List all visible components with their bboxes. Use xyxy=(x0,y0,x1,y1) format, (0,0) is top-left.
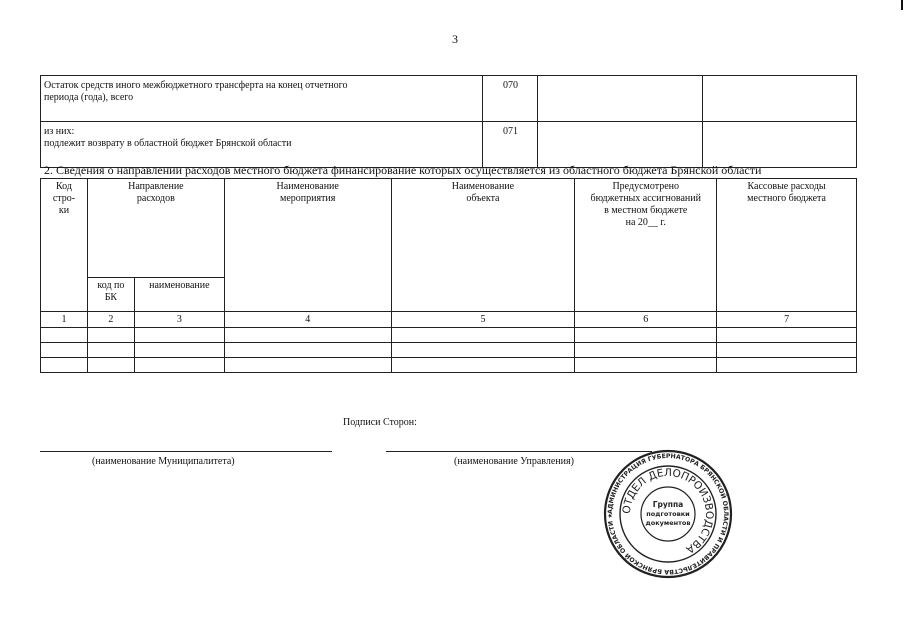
table-cell xyxy=(87,343,134,358)
header-line: в местном бюджете xyxy=(604,205,688,216)
value-cell xyxy=(538,76,703,122)
column-number: 1 xyxy=(41,312,88,328)
table-cell xyxy=(224,328,391,343)
signature-caption-right: (наименование Управления) xyxy=(454,456,574,467)
header-line: мероприятия xyxy=(279,193,336,204)
table-row xyxy=(41,343,857,358)
header-event-name xyxy=(224,179,391,312)
row-code: 071 xyxy=(483,122,538,168)
value-cell xyxy=(703,76,857,122)
header-line: на 20__ г. xyxy=(625,217,666,228)
table-cell xyxy=(391,328,575,343)
table-cell xyxy=(134,358,224,373)
expenses-table xyxy=(40,178,857,373)
column-number: 7 xyxy=(717,312,857,328)
signature-caption-left: (наименование Муниципалитета) xyxy=(92,456,235,467)
table-cell xyxy=(575,328,717,343)
header-line: Предусмотрено xyxy=(612,181,679,192)
header-direction-name: наименование xyxy=(134,278,224,312)
stamp-outer-textpath: АДМИНИСТРАЦИЯ ГУБЕРНАТОРА БРЯНСКОЙ ОБЛАСТИ И ПРАВИТЕЛЬСТВА БРЯНСКОЙ ОБЛАСТИ ★ xyxy=(606,452,730,576)
header-direction-code xyxy=(87,278,134,312)
table-row xyxy=(41,76,857,122)
description-line: Остаток средств иного межбюджетного трансферта на конец отчетного xyxy=(44,80,348,91)
header-line: БК xyxy=(104,292,118,303)
header-line: объекта xyxy=(466,193,500,204)
header-row xyxy=(41,179,857,278)
edge-mark xyxy=(901,0,903,10)
table-cell xyxy=(575,358,717,373)
row-description xyxy=(41,122,483,168)
section-heading: 2. Сведения о направлении расходов местного бюджета финансирование которых осуществляется из областного бюджета Брянской области xyxy=(44,163,762,177)
value-cell xyxy=(703,122,857,168)
column-number: 3 xyxy=(134,312,224,328)
header-line: ки xyxy=(58,205,70,216)
header-line: стро- xyxy=(52,193,76,204)
column-number: 4 xyxy=(224,312,391,328)
stamp-center-line: документов xyxy=(645,519,691,527)
header-line: Наименование xyxy=(276,181,339,192)
row-description xyxy=(41,76,483,122)
header-line: расходов xyxy=(136,193,175,204)
table-cell xyxy=(41,343,88,358)
balance-table xyxy=(40,75,857,168)
header-planned xyxy=(575,179,717,312)
description-line: из них: xyxy=(44,126,75,137)
signature-line-left xyxy=(40,451,332,452)
header-line: код по xyxy=(97,280,125,291)
header-line: бюджетных ассигнований xyxy=(590,193,701,204)
table-row xyxy=(41,358,857,373)
table-cell xyxy=(717,328,857,343)
table-cell xyxy=(224,343,391,358)
header-direction xyxy=(87,179,224,278)
column-number: 5 xyxy=(391,312,575,328)
table-cell xyxy=(41,358,88,373)
table-row xyxy=(41,328,857,343)
table-cell xyxy=(391,358,575,373)
stamp-center-line: Группа xyxy=(652,500,684,509)
table-cell xyxy=(134,343,224,358)
header-cash xyxy=(717,179,857,312)
table-row xyxy=(41,122,857,168)
table-cell xyxy=(41,328,88,343)
description-line: периода (года), всего xyxy=(44,92,134,103)
stamp-center-line: подготовки xyxy=(646,510,690,518)
column-number: 2 xyxy=(87,312,134,328)
header-row-code xyxy=(41,179,88,312)
header-line: Направление xyxy=(128,181,184,192)
header-line: Кассовые расходы xyxy=(747,181,826,192)
stamp-inner-textpath: ОТДЕЛ ДЕЛОПРОИЗВОДСТВА xyxy=(620,466,716,556)
table-cell xyxy=(391,343,575,358)
table-cell xyxy=(134,328,224,343)
header-line: Наименование xyxy=(451,181,515,192)
table-cell xyxy=(224,358,391,373)
table-cell xyxy=(87,358,134,373)
header-object-name xyxy=(391,179,575,312)
column-number: 6 xyxy=(575,312,717,328)
row-code: 070 xyxy=(483,76,538,122)
table-cell xyxy=(717,343,857,358)
page-number: 3 xyxy=(452,32,458,46)
office-stamp xyxy=(603,449,733,579)
table-cell xyxy=(87,328,134,343)
table-cell xyxy=(575,343,717,358)
header-line: местного бюджета xyxy=(747,193,826,204)
description-line: подлежит возврату в областной бюджет Брянской области xyxy=(44,138,292,149)
signatures-title: Подписи Сторон: xyxy=(343,417,417,428)
table-cell xyxy=(717,358,857,373)
header-line: Код xyxy=(55,181,72,192)
column-number-row xyxy=(41,312,857,328)
value-cell xyxy=(538,122,703,168)
